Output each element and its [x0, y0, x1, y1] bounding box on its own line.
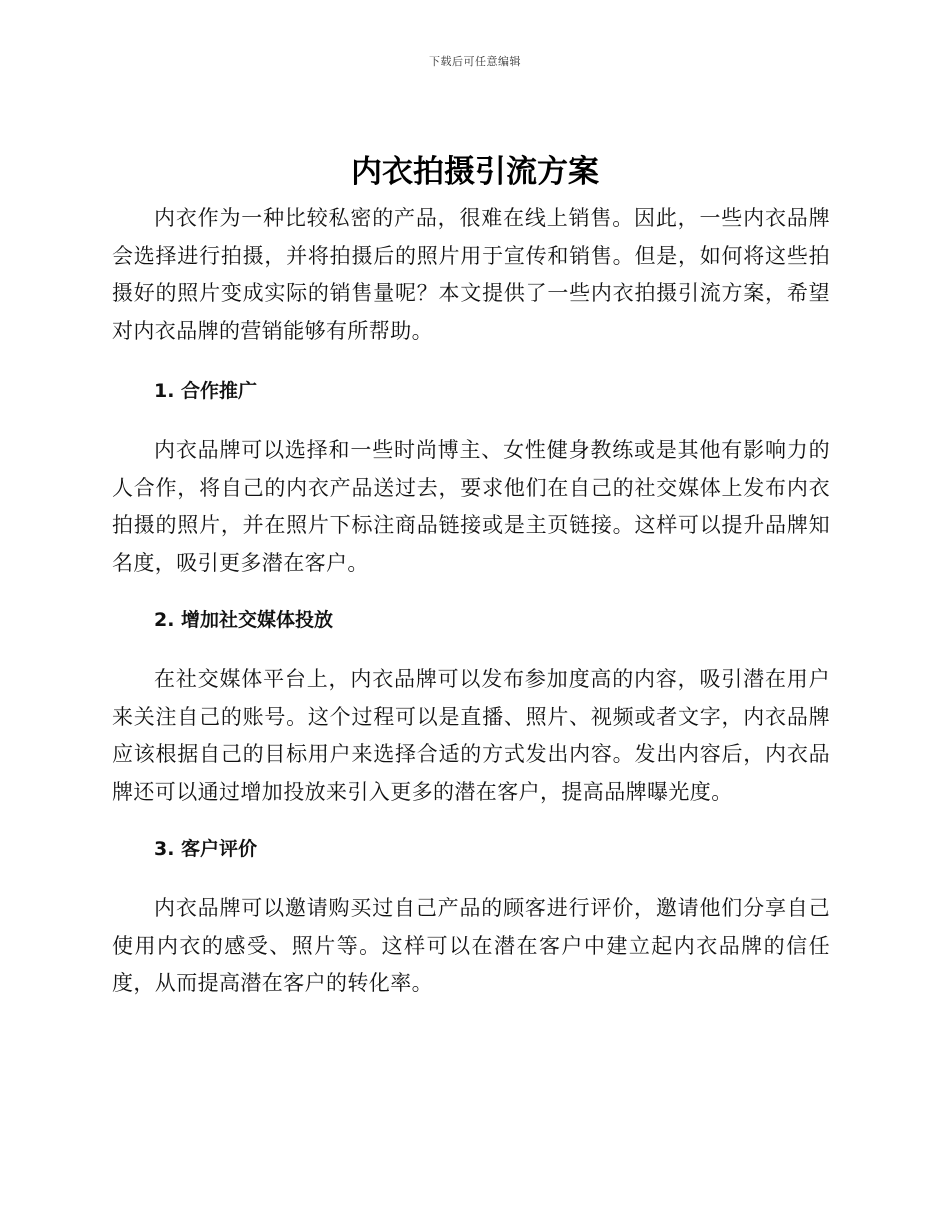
section-heading-3: 3. 客户评价 — [154, 838, 258, 860]
section-paragraph-1: 内衣品牌可以选择和一些时尚博主、女性健身教练或是其他有影响力的人合作，将自己的内衣产品送过去，要求他们在自己的社交媒体上发布内衣拍摄的照片，并在照片下标注商品链接或是主页链接。这样可以提升品牌知名度，吸引更多潜在客户。 — [112, 438, 830, 575]
section-heading-1: 1. 合作推广 — [154, 380, 258, 402]
document-body — [112, 200, 830, 1003]
section-paragraph-2: 在社交媒体平台上，内衣品牌可以发布参加度高的内容，吸引潜在用户来关注自己的账号。这个过程可以是直播、照片、视频或者文字，内衣品牌应该根据自己的目标用户来选择合适的方式发出内容。发出内容后，内衣品牌还可以通过增加投放来引入更多的潜在客户，提高品牌曝光度。 — [112, 667, 830, 804]
section-heading-2: 2. 增加社交媒体投放 — [154, 609, 334, 631]
document-title: 内衣拍摄引流方案 — [351, 154, 599, 190]
header-note: 下载后可任意编辑 — [429, 55, 521, 68]
intro-paragraph: 内衣作为一种比较私密的产品，很难在线上销售。因此，一些内衣品牌会选择进行拍摄，并将拍摄后的照片用于宣传和销售。但是，如何将这些拍摄好的照片变成实际的销售量呢？本文提供了一些内衣拍摄引流方案，希望对内衣品牌的营销能够有所帮助。 — [112, 206, 830, 343]
section-paragraph-3: 内衣品牌可以邀请购买过自己产品的顾客进行评价，邀请他们分享自己使用内衣的感受、照片等。这样可以在潜在客户中建立起内衣品牌的信任度，从而提高潜在客户的转化率。 — [112, 896, 830, 995]
